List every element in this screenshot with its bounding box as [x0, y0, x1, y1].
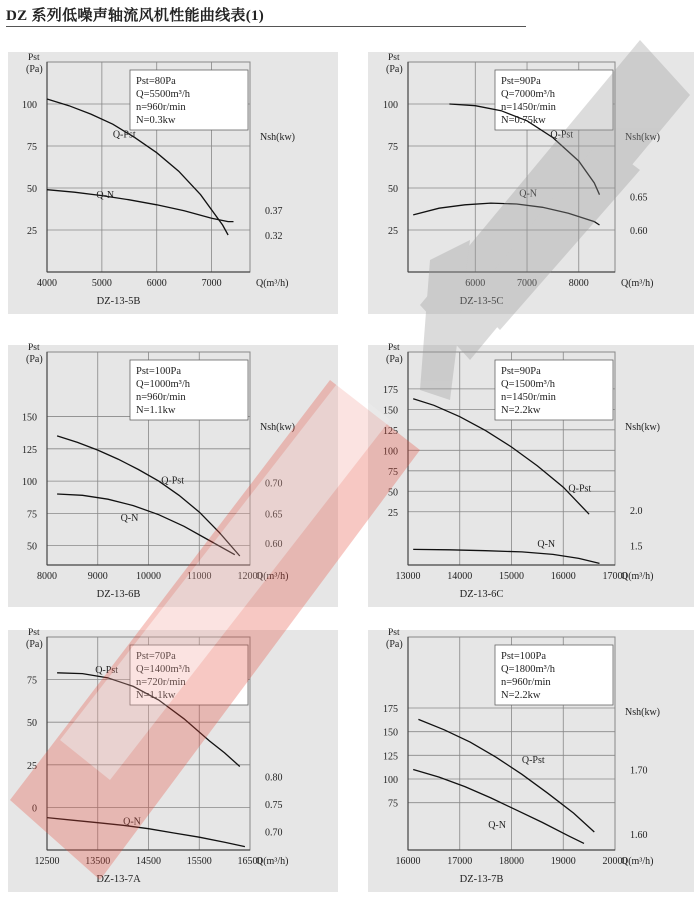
y2-tick-label: 0.80 — [265, 772, 283, 784]
chart-title: DZ-13-5C — [459, 296, 504, 307]
y-tick-label: 125 — [383, 751, 398, 763]
x-tick-label: 6000 — [146, 278, 167, 289]
x-axis-label: Q(m³/h) — [621, 278, 654, 289]
y2-tick-label: 1.5 — [630, 541, 643, 553]
page-title: DZ 系列低噪声轴流风机性能曲线表(1) — [6, 8, 265, 24]
x-tick-label: 16000 — [395, 856, 421, 867]
x-tick-label: 7000 — [201, 278, 222, 289]
y-tick-label: 150 — [22, 412, 37, 424]
y-axis-unit: (Pa) — [26, 639, 43, 650]
y-tick-label: 25 — [388, 507, 398, 519]
y-tick-label: 75 — [388, 466, 398, 478]
y2-axis-label: Nsh(kw) — [260, 422, 295, 433]
x-tick-label: 7000 — [517, 278, 538, 289]
y-tick-label: 100 — [22, 100, 37, 111]
x-tick-label: 8000 — [568, 278, 589, 289]
info-line: Q=7000m³/h — [501, 89, 555, 100]
chart-1 — [368, 52, 694, 314]
info-line: N=1.1kw — [136, 405, 176, 416]
y-tick-label: 100 — [22, 477, 37, 489]
series-label: Q-Pst — [550, 129, 574, 141]
y2-tick-label: 0.37 — [265, 205, 283, 217]
x-tick-label: 16000 — [550, 571, 576, 582]
x-tick-label: 5000 — [91, 278, 112, 289]
info-line: N=2.2kw — [501, 690, 541, 701]
x-tick-label: 12500 — [34, 856, 60, 867]
series-label: Q-Pst — [95, 664, 119, 676]
series-label: Q-Pst — [521, 754, 545, 766]
y-axis-unit: (Pa) — [386, 354, 403, 365]
y-axis-label: Pst — [388, 343, 400, 353]
x-tick-label: 15000 — [499, 571, 524, 582]
info-line: n=960r/min — [136, 392, 186, 403]
y-axis-label: Pst — [28, 628, 40, 638]
x-tick-label: 8000 — [37, 571, 57, 582]
y-axis-label: Pst — [388, 628, 400, 638]
y-tick-label: 50 — [27, 184, 37, 195]
info-line: n=960r/min — [136, 102, 186, 113]
y-tick-label: 175 — [383, 384, 398, 396]
x-tick-label: 18000 — [499, 856, 524, 867]
y-tick-label: 50 — [388, 487, 398, 499]
info-line: N=2.2kw — [501, 405, 541, 416]
series-label: Q-N — [123, 816, 141, 828]
info-line: Q=1800m³/h — [501, 664, 555, 675]
y-tick-label: 100 — [383, 446, 398, 458]
y-tick-label: 100 — [383, 775, 398, 786]
info-line: Pst=70Pa — [136, 651, 176, 662]
y2-tick-label: 1.60 — [630, 829, 648, 841]
y-tick-label: 0 — [32, 803, 37, 815]
x-axis-label: Q(m³/h) — [256, 571, 289, 582]
x-tick-label: 6000 — [465, 278, 486, 289]
chart-4 — [8, 628, 338, 892]
y-tick-label: 125 — [22, 444, 37, 456]
y-tick-label: 50 — [27, 541, 37, 553]
x-tick-label: 14000 — [447, 571, 473, 582]
chart-title: DZ-13-5B — [96, 296, 141, 307]
series-label: Q-Pst — [568, 483, 592, 495]
y2-tick-label: 0.70 — [265, 478, 283, 490]
y-tick-label: 150 — [383, 727, 398, 739]
y-tick-label: 175 — [383, 704, 398, 715]
info-line: Pst=100Pa — [501, 651, 547, 662]
series-label: Q-Pst — [161, 475, 184, 487]
y2-axis-label: Nsh(kw) — [625, 422, 660, 433]
y2-tick-label: 0.60 — [630, 226, 648, 237]
y2-tick-label: 0.65 — [630, 192, 648, 204]
series-label: Q-N — [96, 190, 115, 202]
x-tick-label: 20000 — [602, 856, 628, 867]
x-tick-label: 15500 — [186, 856, 212, 867]
y-axis-label: Pst — [388, 53, 400, 63]
chart-title: DZ-13-7A — [96, 874, 141, 885]
y2-tick-label: 0.70 — [265, 827, 283, 839]
y-tick-label: 125 — [383, 425, 398, 437]
y-tick-label: 75 — [388, 798, 398, 810]
x-tick-label: 17000 — [602, 571, 628, 582]
info-line: Q=5500m³/h — [136, 89, 190, 100]
series-label: Q-N — [120, 513, 139, 525]
x-tick-label: 17000 — [447, 856, 473, 867]
y2-tick-label: 2.0 — [630, 506, 643, 518]
x-tick-label: 19000 — [550, 856, 576, 867]
info-line: n=960r/min — [501, 677, 551, 688]
series-label: Q-N — [537, 538, 556, 550]
x-tick-label: 12000 — [237, 571, 263, 582]
y2-tick-label: 0.32 — [265, 231, 283, 243]
x-tick-label: 10000 — [136, 571, 161, 582]
series-label: Q-N — [488, 820, 506, 832]
y2-axis-label: Nsh(kw) — [260, 132, 295, 143]
info-line: Pst=90Pa — [501, 366, 541, 377]
y2-tick-label: 1.70 — [630, 765, 648, 777]
info-line: Pst=100Pa — [136, 366, 182, 377]
x-tick-label: 13500 — [85, 856, 111, 867]
x-tick-label: 16500 — [237, 856, 263, 867]
y-axis-unit: (Pa) — [386, 64, 403, 75]
info-line: N=0.75kw — [501, 115, 546, 126]
info-line: Q=1000m³/h — [136, 379, 190, 390]
y-axis-label: Pst — [28, 53, 40, 63]
y-tick-label: 100 — [383, 100, 398, 111]
chart-title: DZ-13-6C — [459, 589, 504, 600]
series-label: Q-N — [519, 188, 538, 200]
y-tick-label: 150 — [383, 405, 398, 417]
chart-title: DZ-13-6B — [96, 589, 141, 600]
info-line: n=720r/min — [136, 677, 186, 688]
x-axis-label: Q(m³/h) — [621, 571, 654, 582]
x-axis-label: Q(m³/h) — [256, 856, 289, 867]
chart-title: DZ-13-7B — [459, 874, 504, 885]
y-tick-label: 25 — [388, 226, 398, 237]
y2-tick-label: 0.60 — [265, 539, 283, 551]
y-tick-label: 75 — [388, 142, 398, 153]
x-tick-label: 11000 — [186, 571, 212, 582]
series-label: Q-Pst — [112, 129, 136, 141]
info-line: Pst=90Pa — [501, 76, 541, 87]
info-line: N=0.3kw — [136, 115, 176, 126]
y-tick-label: 50 — [388, 184, 398, 195]
chart-5 — [368, 628, 694, 892]
info-line: Pst=80Pa — [136, 76, 176, 87]
x-axis-label: Q(m³/h) — [621, 856, 654, 867]
info-line: N=1.1kw — [136, 690, 176, 701]
chart-3 — [368, 343, 694, 607]
x-tick-label: 4000 — [37, 278, 57, 289]
x-axis-label: Q(m³/h) — [256, 278, 289, 289]
info-line: n=1450r/min — [501, 102, 556, 113]
chart-2 — [8, 343, 338, 607]
x-tick-label: 14500 — [136, 856, 161, 867]
info-line: n=1450r/min — [501, 392, 556, 403]
chart-0 — [8, 52, 338, 314]
y-tick-label: 25 — [27, 226, 37, 237]
y2-axis-label: Nsh(kw) — [625, 132, 660, 143]
y2-tick-label: 0.75 — [265, 799, 283, 811]
x-tick-label: 9000 — [87, 571, 108, 582]
y-tick-label: 50 — [27, 718, 37, 730]
y-axis-unit: (Pa) — [386, 639, 403, 650]
x-tick-label: 13000 — [395, 571, 421, 582]
y2-axis-label: Nsh(kw) — [625, 707, 660, 718]
info-line: Q=1400m³/h — [136, 664, 190, 675]
y-axis-label: Pst — [28, 343, 40, 353]
y-axis-unit: (Pa) — [26, 354, 43, 365]
y-tick-label: 75 — [27, 142, 37, 153]
info-line: Q=1500m³/h — [501, 379, 555, 390]
y-tick-label: 75 — [27, 675, 37, 687]
y-axis-unit: (Pa) — [26, 64, 43, 75]
y-tick-label: 25 — [27, 760, 37, 772]
y2-tick-label: 0.65 — [265, 509, 283, 521]
y-tick-label: 75 — [27, 509, 37, 521]
